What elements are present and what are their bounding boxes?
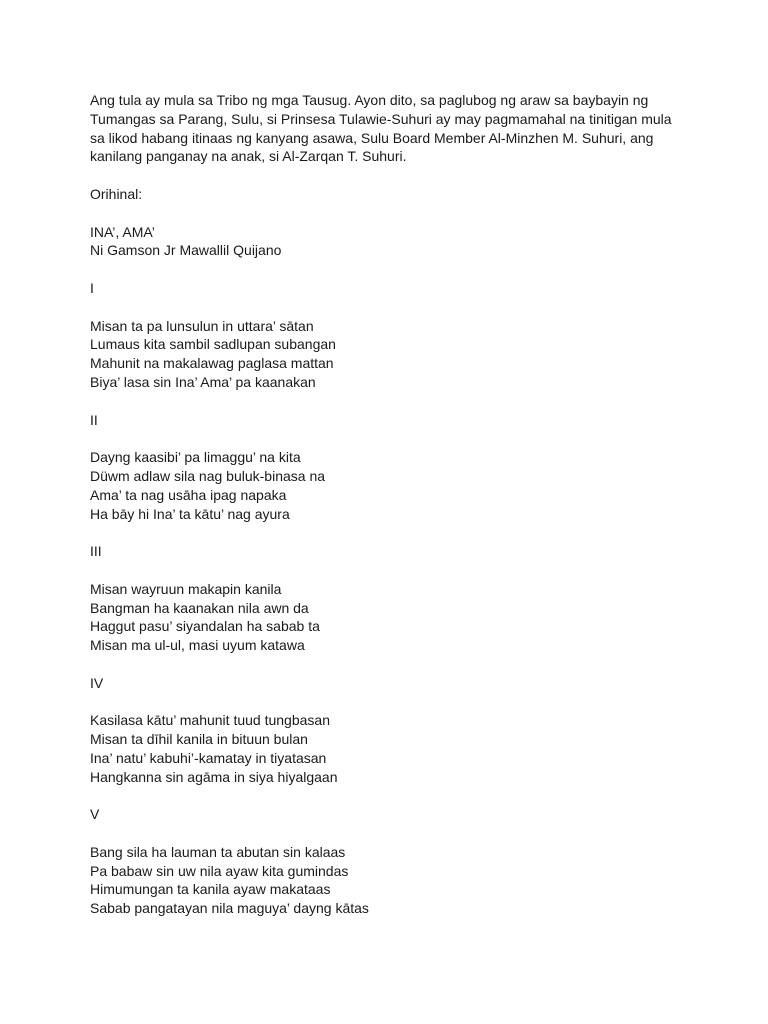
- intro-line: kanilang panganay na anak, si Al-Zarqan T. Suhuri.: [90, 148, 407, 165]
- intro-paragraph: [90, 91, 690, 166]
- intro-line: Tumangas sa Parang, Sulu, si Prinsesa Tulawie-Suhuri ay may pagmamahal na tinitigan mula: [90, 110, 672, 127]
- poem-line: Bangman ha kaanakan nila awn da: [90, 599, 309, 616]
- poem-line: Sabab pangatayan nila maguya’ dayng kātas: [90, 900, 369, 917]
- original-label: Orihinal:: [90, 185, 143, 202]
- poem-line: Misan ma ul-ul, masi uyum katawa: [90, 637, 305, 654]
- spacer: [90, 298, 690, 317]
- poem-line: Bang sila ha lauman ta abutan sin kalaas: [90, 843, 346, 860]
- stanza-numeral: II: [90, 411, 98, 428]
- poem-line: Misan wayruun makapin kanila: [90, 580, 282, 597]
- poem-line: Lumaus kita sambil sadlupan subangan: [90, 336, 336, 353]
- stanza-3: [90, 580, 690, 655]
- stanza-numeral: I: [90, 279, 94, 296]
- poem-line: Mahunit na makalawag paglasa mattan: [90, 355, 334, 372]
- document-page: [90, 91, 690, 918]
- poem-line: Misan ta pa lunsulun in uttara’ sātan: [90, 317, 314, 334]
- poem-title: INA’, AMA’: [90, 223, 155, 240]
- spacer: [90, 166, 690, 185]
- stanza-numeral: IV: [90, 674, 104, 691]
- stanza-1: [90, 317, 690, 392]
- poem-line: Misan ta dīhil kanila in bituun bulan: [90, 731, 308, 748]
- intro-line: sa likod habang itinaas ng kanyang asawa, Sulu Board Member Al-Minzhen M. Suhuri, ang: [90, 129, 654, 146]
- spacer: [90, 523, 690, 542]
- poem-line: Ha bāy hi Ina’ ta kātu’ nag ayura: [90, 505, 290, 522]
- poem-line: Biya’ lasa sin Ina’ Ama’ pa kaanakan: [90, 373, 316, 390]
- poem-line: Himumungan ta kanila ayaw makataas: [90, 881, 331, 898]
- spacer: [90, 824, 690, 843]
- poem-line: Dayng kaasibi’ pa limaggu’ na kita: [90, 449, 301, 466]
- spacer: [90, 260, 690, 279]
- poem-line: Haggut pasu’ siyandalan ha sabab ta: [90, 618, 320, 635]
- spacer: [90, 429, 690, 448]
- spacer: [90, 786, 690, 805]
- spacer: [90, 204, 690, 223]
- stanza-5: [90, 843, 690, 918]
- spacer: [90, 561, 690, 580]
- stanza-2: [90, 448, 690, 523]
- stanza-numeral: III: [90, 543, 102, 560]
- poem-line: Ama’ ta nag usāha ipag napaka: [90, 486, 287, 503]
- poem-line: Hangkanna sin agāma in siya hiyalgaan: [90, 768, 338, 785]
- stanza-4: [90, 711, 690, 786]
- spacer: [90, 693, 690, 712]
- poem-line: Kasilasa kātu’ mahunit tuud tungbasan: [90, 712, 330, 729]
- spacer: [90, 392, 690, 411]
- poem-line: Pa babaw sin uw nila ayaw kita gumindas: [90, 862, 349, 879]
- stanza-numeral: V: [90, 806, 100, 823]
- spacer: [90, 655, 690, 674]
- poem-line: Ina’ natu’ kabuhi’-kamatay in tiyatasan: [90, 749, 327, 766]
- intro-line: Ang tula ay mula sa Tribo ng mga Tausug. Ayon dito, sa paglubog ng araw sa baybayin ng: [90, 92, 649, 108]
- poem-line: Düwm adlaw sila nag buluk-binasa na: [90, 467, 326, 484]
- poem-author: Ni Gamson Jr Mawallil Quijano: [90, 242, 282, 259]
